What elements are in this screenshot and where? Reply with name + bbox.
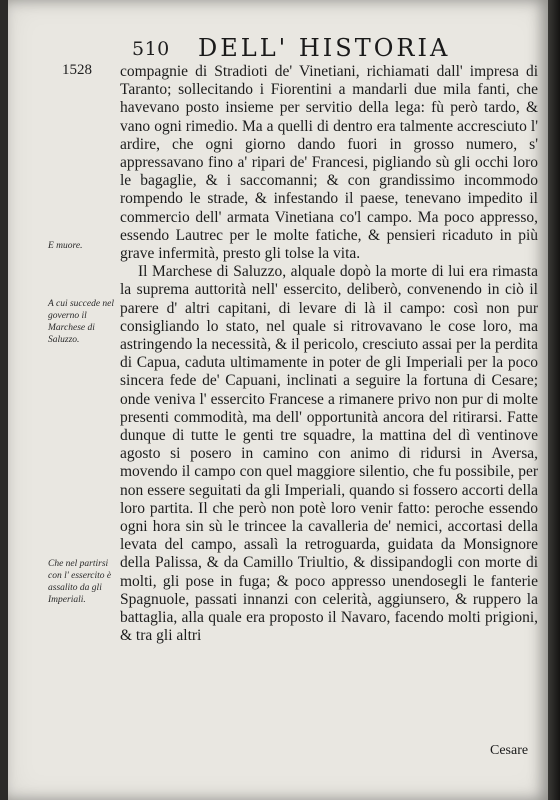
paragraph: compagnie di Stradioti de' Vinetiani, richiamati dall' impresa di Taranto; sollecitando i Fiorentini a mandarli due mila fanti, che havevano posto insieme per servitio della lega: fù però tardo, & vano ogni rimedio. Ma a quelli di dentro era talmente accresciuto l' ardire, che ogni giorno dando fuori in grosso numero, s' appressavano fino a' ripari de' Francesi, pigliando sù gli occhi loro le bagaglie, & i saccomanni; & con grandissimo incommodo rompendo le strade, & infestando il paese, tenevano impedito il commercio dell' armata Vinetiana co'l campo. Ma poco appresso, essendo Lautrec per le molte fatiche, & pensieri ricaduto in più grave infermità, presto gli tolse la vita.: [120, 63, 538, 263]
margin-note: Che nel partirsi con l' essercito è assalito da gli Imperiali.: [48, 559, 112, 605]
page-edge-shadow: [548, 0, 560, 800]
page-number: 510: [132, 38, 170, 60]
page-header: [8, 30, 548, 60]
catchword: Cesare: [490, 743, 529, 758]
running-head: DELL' HISTORIA: [198, 34, 451, 62]
year-marginal: 1528: [62, 62, 92, 78]
margin-note: E muore.: [48, 241, 83, 251]
margin-note: A cui succede nel governo il Marchese di Saluzzo.: [48, 299, 115, 345]
paragraph: Il Marchese di Saluzzo, alquale dopò la morte di lui era rimasta la suprema auttorità nell' essercito, deliberò, convenendo in ciò il parere d' altri capitani, di levare di là il campo: così non pur consigliando lo stato, nel quale si ritrovavano le cose loro, ma astringendo la necessità, & il pericolo, cresciuto assai per la perdita di Capua, caduta ultimamente in poter de gli Imperiali per la poco sincera fede de' Capuani, inclinati a seguire la fortuna di Cesare; onde veniva l' essercito Francese a rimanere privo non pur di molte presenti commodità, ma dell' opportunità ancora del ritirarsi. Fatte dunque di tutte le genti tre squadre, la mattina del dì ventinove agosto si posero in camino con animo di ridursi in Aversa, movendo il campo con quel maggiore silentio, che fu possibile, per non essere seguitati da gli Imperiali, quando si fossero accorti della loro partita. Il che però non potè loro venir fatto: peroche essendo ogni hora sin sù le trincee la cavalleria de' nemici, accortasi della levata del campo, assalì la retroguarda, guidata da Monsignore della Palissa, & da Camillo Triultio, & dissipandogli con morte di molti, gli pose in fuga; & poco appresso unendosegli le fanterie Spagnuole, passati innanzi con celerità, aggiunsero, & ruppero la battaglia, alla quale era proposto il Navaro, facendo molti prigioni, & tra gli altri: [120, 263, 538, 645]
body-text: [120, 63, 538, 646]
book-page: [8, 0, 548, 800]
